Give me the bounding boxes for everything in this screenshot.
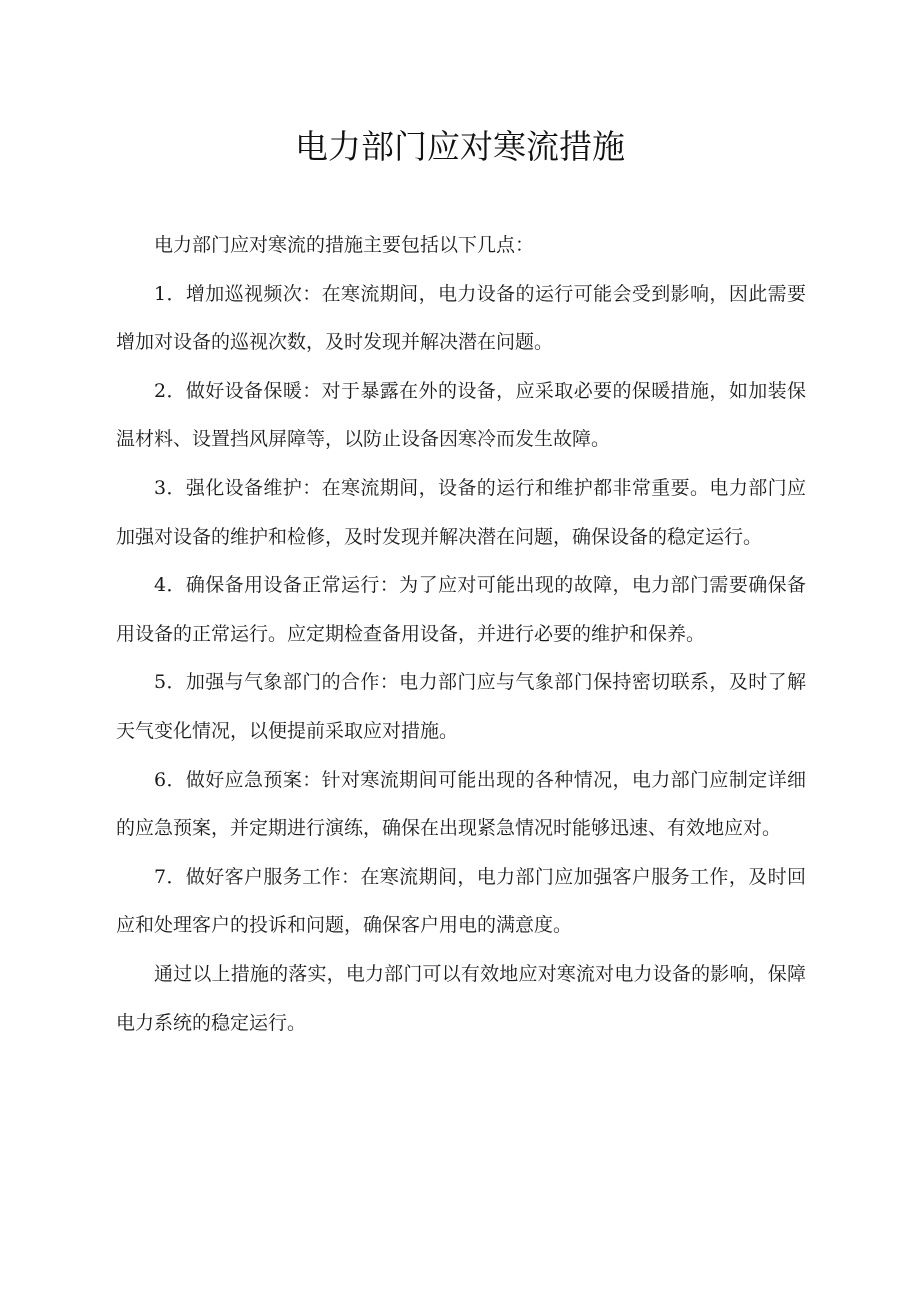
conclusion-paragraph: 通过以上措施的落实，电力部门可以有效地应对寒流对电力设备的影响，保障电力系统的稳定运行。 — [116, 962, 806, 1034]
measure-4-paragraph: 4．确保备用设备正常运行：为了应对可能出现的故障，电力部门需要确保备用设备的正常运行。应定期检查备用设备，并进行必要的维护和保养。 — [116, 574, 806, 645]
document-body — [116, 221, 806, 1047]
measure-3-paragraph: 3．强化设备维护：在寒流期间，设备的运行和维护都非常重要。电力部门应加强对设备的维护和检修，及时发现并解决潜在问题，确保设备的稳定运行。 — [116, 476, 806, 548]
measure-2-paragraph: 2．做好设备保暖：对于暴露在外的设备，应采取必要的保暖措施，如加装保温材料、设置挡风屏障等，以防止设备因寒冷而发生故障。 — [116, 379, 806, 451]
measure-5-paragraph: 5．加强与气象部门的合作：电力部门应与气象部门保持密切联系，及时了解天气变化情况，以便提前采取应对措施。 — [116, 671, 806, 742]
page-title: 电力部门应对寒流措施 — [295, 127, 625, 166]
measure-1-paragraph: 1．增加巡视频次：在寒流期间，电力设备的运行可能会受到影响，因此需要增加对设备的巡视次数，及时发现并解决潜在问题。 — [116, 282, 806, 354]
measure-6-paragraph: 6．做好应急预案：针对寒流期间可能出现的各种情况，电力部门应制定详细的应急预案，并定期进行演练，确保在出现紧急情况时能够迅速、有效地应对。 — [116, 768, 806, 840]
measure-7-paragraph: 7．做好客户服务工作：在寒流期间，电力部门应加强客户服务工作，及时回应和处理客户的投诉和问题，确保客户用电的满意度。 — [116, 865, 806, 937]
intro-paragraph: 电力部门应对寒流的措施主要包括以下几点： — [154, 234, 535, 256]
